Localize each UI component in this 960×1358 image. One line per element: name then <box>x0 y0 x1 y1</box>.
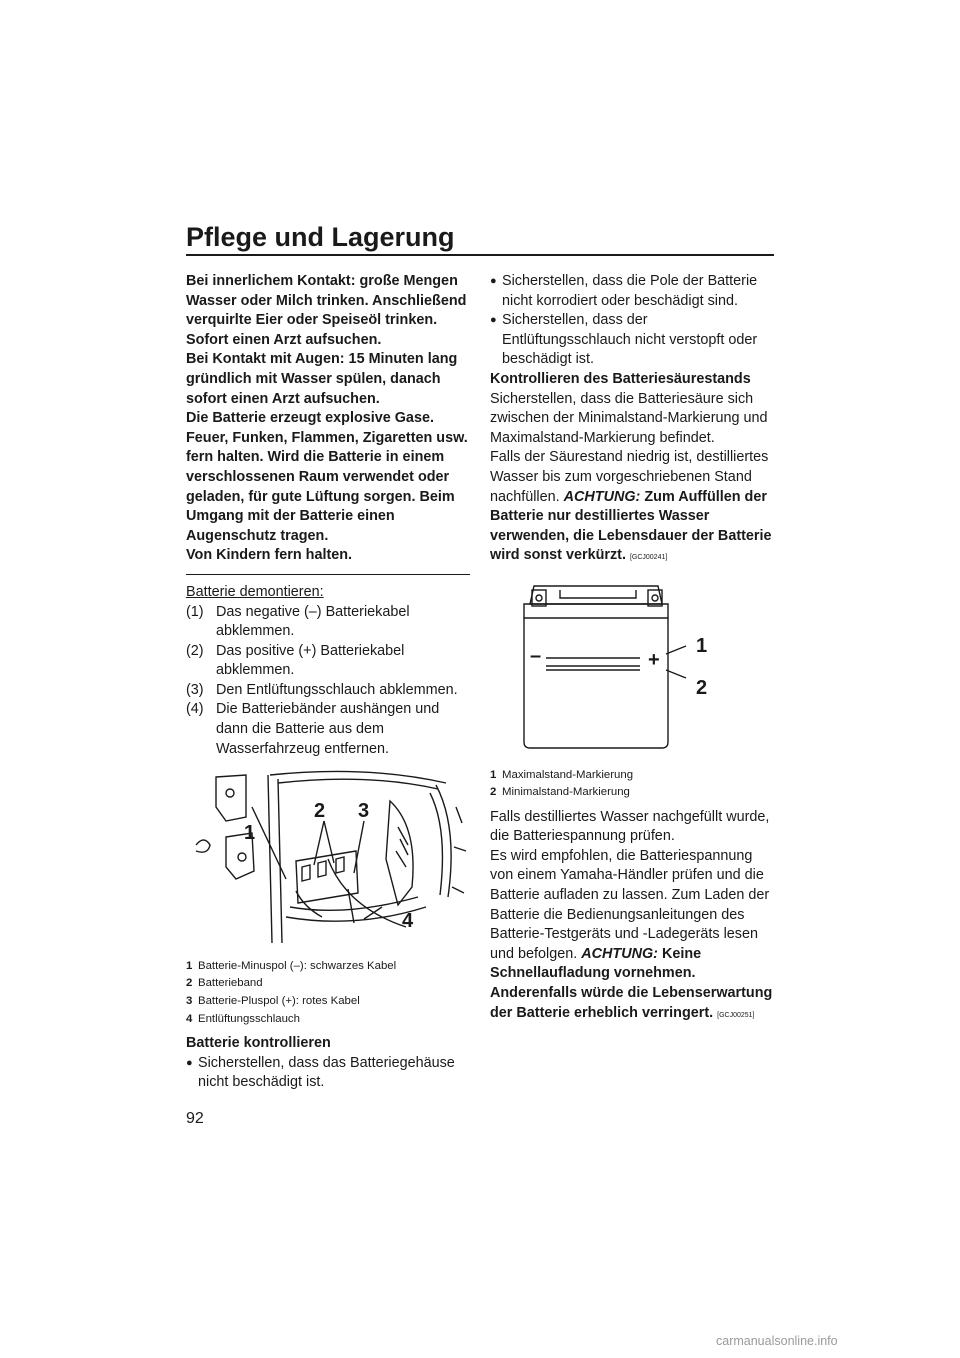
step-number: (2) <box>186 642 204 659</box>
achtung-label: ACHTUNG: <box>581 945 658 962</box>
left-column <box>186 272 470 1093</box>
reference-code: [GCJ00251] <box>717 1011 755 1019</box>
check-heading: Batterie kontrollieren <box>186 1035 331 1052</box>
right-column <box>490 272 774 1025</box>
bullet-item <box>490 311 774 370</box>
bullet-item <box>490 272 774 311</box>
bullet-icon: ● <box>490 275 497 287</box>
battery-compartment-illustration <box>186 767 470 947</box>
figure2-label-1: 1 <box>696 634 708 657</box>
minus-terminal-sign: – <box>530 644 542 667</box>
battery-level-figure <box>490 576 774 763</box>
after-text: Es wird empfohlen, die Batteriespannung von einem Yamaha-Händler prüfen und die Batterie aufladen zu lassen. Zum Laden der Batterie die Bedienungsanleitungen des Batterie-Testgeräts und -Ladegeräts lesen und befolgen. <box>490 847 770 962</box>
acid-paragraph <box>490 448 774 568</box>
step-item <box>186 681 470 701</box>
figure-caption <box>186 958 470 976</box>
reference-code: [GCJ00241] <box>629 554 668 562</box>
step-item <box>186 603 470 642</box>
step-number: (1) <box>186 603 204 620</box>
figure1-label-3: 3 <box>358 800 370 823</box>
title-rule <box>186 254 774 256</box>
warning-paragraph: Die Batterie erzeugt explosive Gase. Feuer, Funken, Flammen, Zigaretten usw. fern halten. Wird die Batterie in einem verschlossenen Raum verwendet oder geladen, für gute Lüftung sorgen. Beim Umgang mit der Batterie einen Augenschutz tragen. <box>186 410 468 544</box>
figure-caption <box>186 993 470 1011</box>
warning-paragraph: Bei Kontakt mit Augen: 15 Minuten lang gründlich mit Wasser spülen, danach sofort einen Arzt aufsuchen. <box>186 351 458 407</box>
caption-number: 3 <box>186 995 193 1008</box>
caption-text: Maximalstand-Markierung <box>502 768 634 781</box>
figure1-label-2: 2 <box>314 800 326 823</box>
achtung-text: Zum Auffüllen der Batterie nur destilliertes Wasser verwenden, die Lebensdauer der Batterie wird sonst verkürzt. <box>490 488 772 564</box>
caption-number: 4 <box>186 1012 193 1025</box>
warning-paragraph: Bei innerlichem Kontakt: große Mengen Wasser oder Milch trinken. Anschließend verquirlte Eier oder Speiseöl trinken. Sofort einen Arzt aufsuchen. <box>186 273 467 348</box>
bullet-icon: ● <box>186 1056 193 1069</box>
bullet-text: Sicherstellen, dass das Batteriegehäuse nicht beschädigt ist. <box>198 1054 455 1091</box>
step-number: (3) <box>186 681 204 698</box>
caption-text: Batterie-Minuspol (–): schwarzes Kabel <box>198 959 397 972</box>
remove-heading: Batterie demontieren: <box>186 583 324 600</box>
step-item <box>186 700 470 759</box>
caption-number: 1 <box>186 959 193 972</box>
figure-caption <box>186 1011 470 1029</box>
caption-text: Entlüftungsschlauch <box>198 1012 300 1025</box>
caption-text: Batterieband <box>198 977 263 990</box>
warning-paragraph: Von Kindern fern halten. <box>186 547 353 564</box>
page-number: 92 <box>186 1110 204 1127</box>
acid-heading: Kontrollieren des Batteriesäurestands <box>490 370 751 387</box>
achtung-text: Keine Schnellaufladung vornehmen. Anderenfalls würde die Lebenserwartung der Batterie erheblich verringert. <box>490 945 773 1021</box>
step-text: Den Entlüftungsschlauch abklemmen. <box>216 681 458 698</box>
after-paragraph <box>490 847 774 1025</box>
caption-number: 2 <box>186 977 193 990</box>
step-item <box>186 642 470 681</box>
plus-terminal-sign: + <box>648 648 660 671</box>
caption-text: Minimalstand-Markierung <box>502 786 630 799</box>
bullet-item <box>186 1054 470 1093</box>
step-text: Die Batteriebänder aushängen und dann die Batterie aus dem Wasserfahrzeug entfernen. <box>216 701 440 757</box>
bullet-icon: ● <box>490 314 497 327</box>
bullet-text: Sicherstellen, dass die Pole der Batterie nicht korrodiert oder beschädigt sind. <box>502 273 758 309</box>
step-text: Das positive (+) Batteriekabel abklemmen. <box>216 642 405 679</box>
step-text: Das negative (–) Batteriekabel abklemmen. <box>216 603 410 640</box>
figure-caption <box>490 784 774 802</box>
figure2-label-2: 2 <box>696 676 708 699</box>
figure1-label-4: 4 <box>402 910 414 933</box>
caption-number: 2 <box>490 786 497 799</box>
page-title: Pflege und Lagerung <box>186 222 455 252</box>
achtung-label: ACHTUNG: <box>563 488 641 505</box>
watermark: carmanualsonline.info <box>716 1334 838 1348</box>
figure1-label-1: 1 <box>244 822 256 845</box>
bullet-text: Sicherstellen, dass der Entlüftungsschlauch nicht verstopft oder beschädigt ist. <box>502 312 758 368</box>
acid-paragraph: Sicherstellen, dass die Batteriesäure sich zwischen der Minimalstand-Markierung und Maximalstand-Markierung befindet. <box>490 390 768 446</box>
caption-number: 1 <box>490 768 497 781</box>
battery-level-illustration <box>490 576 774 756</box>
caption-text: Batterie-Pluspol (+): rotes Kabel <box>198 995 360 1008</box>
warning-box <box>186 272 470 575</box>
step-number: (4) <box>186 701 204 718</box>
after-paragraph: Falls destilliertes Wasser nachgefüllt wurde, die Batteriespannung prüfen. <box>490 808 770 845</box>
battery-compartment-figure <box>186 767 470 954</box>
figure-caption <box>186 975 470 993</box>
acid-text: Falls der Säurestand niedrig ist, destilliertes Wasser bis zum vorgeschriebenen Stand nachfüllen. <box>490 449 769 505</box>
figure-caption <box>490 767 774 785</box>
